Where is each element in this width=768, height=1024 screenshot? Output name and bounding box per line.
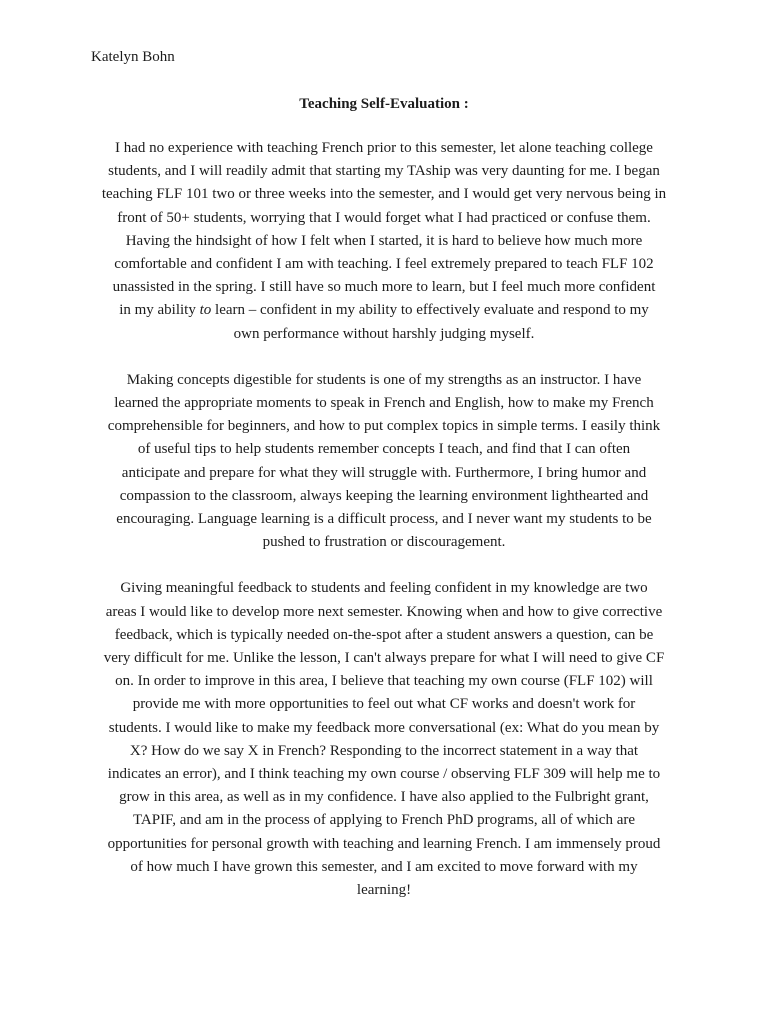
paragraph-line: own performance without harshly judging myself. — [233, 325, 535, 342]
paragraph-line: pushed to frustration or discouragement. — [262, 534, 506, 551]
paragraph-line: TAPIF, and am in the process of applying to French PhD programs, all of which are — [132, 812, 636, 829]
paragraph-line: students, and I will readily admit that starting my TAship was very daunting for me. I began — [108, 163, 660, 180]
paragraph-line: Giving meaningful feedback to students and feeling confident in my knowledge are two — [120, 580, 648, 597]
paragraph-line: provide me with more opportunities to feel out what CF works and doesn't work for — [132, 696, 636, 713]
paragraph-line: on. In order to improve in this area, I believe that teaching my own course (FLF 102) will — [115, 673, 653, 690]
emphasis-text: to — [199, 302, 212, 319]
paragraph-line: learning! — [356, 882, 412, 899]
line-text: learn – confident in my ability to effectively evaluate and respond to my — [211, 302, 649, 319]
document-body — [84, 137, 684, 925]
paragraph-line: compassion to the classroom, always keeping the learning environment lighthearted and — [119, 487, 649, 504]
paragraph-line: areas I would like to develop more next semester. Knowing when and how to give corrective — [105, 603, 663, 620]
body-paragraph-1 — [84, 137, 684, 346]
paragraph-line: opportunities for personal growth with teaching and learning French. I am immensely proud — [107, 835, 661, 852]
paragraph-line: grow in this area, as well as in my confidence. I have also applied to the Fulbright grant, — [119, 789, 649, 806]
paragraph-line: very difficult for me. Unlike the lesson, I can't always prepare for what I will need to give CF — [103, 650, 665, 667]
paragraph-line: I had no experience with teaching French prior to this semester, let alone teaching college — [115, 140, 653, 156]
paragraph-line: unassisted in the spring. I still have so much more to learn, but I feel much more confident — [112, 279, 656, 296]
line-text: in my ability — [119, 302, 200, 319]
paragraph-line: students. I would like to make my feedback more conversational (ex: What do you mean by — [108, 719, 660, 736]
paragraph-line: indicates an error), and I think teaching my own course / observing FLF 309 will help me to — [107, 766, 661, 783]
body-paragraph-3 — [84, 577, 684, 902]
paragraph-line: of how much I have grown this semester, and I am excited to move forward with my — [130, 858, 638, 875]
paragraph-line: comprehensible for beginners, and how to put complex topics in simple terms. I easily think — [107, 418, 661, 435]
paragraph-line: Making concepts digestible for students is one of my strengths as an instructor. I have — [126, 371, 642, 388]
paragraph-line: front of 50+ students, worrying that I would forget what I had practiced or confuse them. — [117, 209, 651, 226]
paragraph-line: teaching FLF 101 two or three weeks into the semester, and I would get very nervous being in — [101, 186, 667, 203]
author-name: Katelyn Bohn — [91, 49, 175, 65]
paragraph-line: of useful tips to help students remember concepts I teach, and find that I can often — [137, 441, 631, 458]
paragraph-line: anticipate and prepare for what they will struggle with. Furthermore, I bring humor and — [121, 464, 647, 481]
paragraph-line: learned the appropriate moments to speak in French and English, how to make my French — [114, 395, 654, 412]
document-title: Teaching Self-Evaluation : — [299, 96, 469, 112]
body-paragraph-2 — [84, 369, 684, 555]
paragraph-line — [84, 299, 684, 322]
paragraph-line: Having the hindsight of how I felt when I started, it is hard to believe how much more — [125, 232, 643, 249]
paragraph-line: X? How do we say X in French? Responding to the incorrect statement in a way that — [129, 742, 639, 759]
paragraph-line: comfortable and confident I am with teaching. I feel extremely prepared to teach FLF 102 — [114, 256, 654, 273]
paragraph-line: encouraging. Language learning is a difficult process, and I never want my students to be — [116, 511, 652, 528]
paragraph-line: feedback, which is typically needed on-the-spot after a student answers a question, can be — [114, 626, 654, 643]
